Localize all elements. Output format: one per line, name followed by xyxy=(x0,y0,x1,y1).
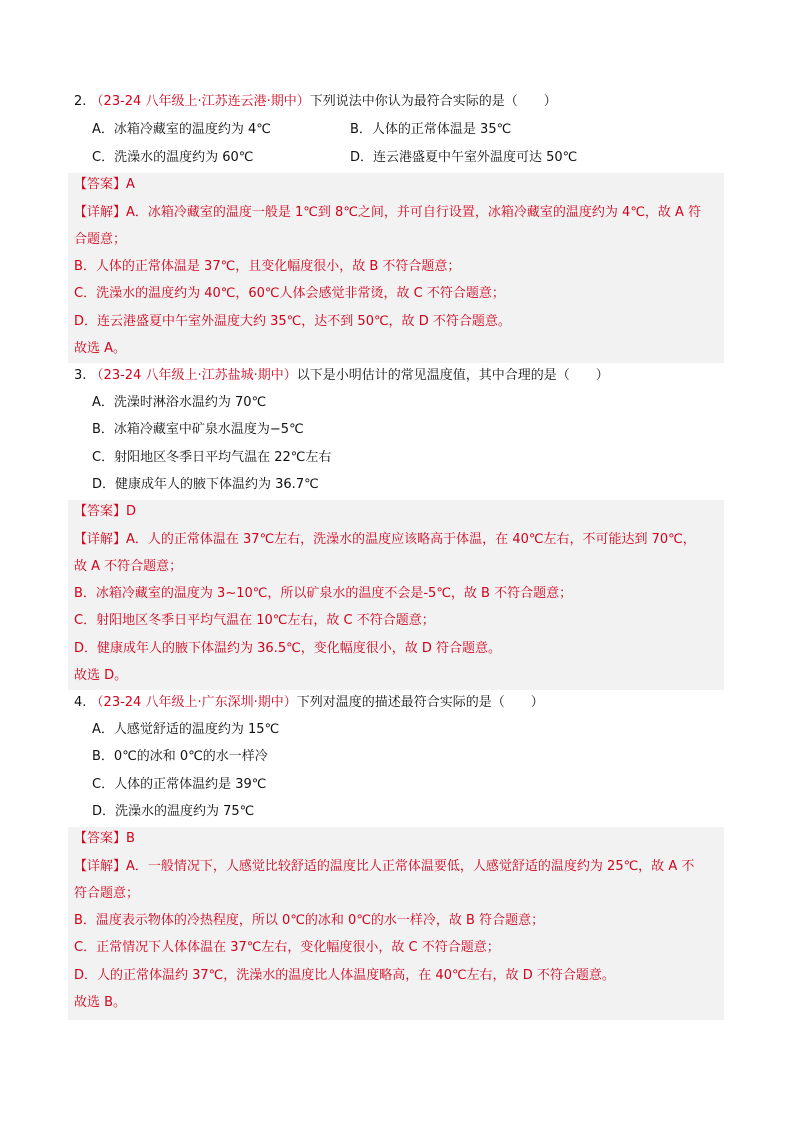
detail-tag: 【详解】 xyxy=(74,532,127,547)
detail-line xyxy=(74,858,694,876)
detail-text: B．冰箱冷藏室的温度为 3~10℃，所以矿泉水的温度不会是-5℃，故 B 不符合题意； xyxy=(74,586,573,601)
question-stem: 下列对温度的描述最符合实际的是（ ） xyxy=(296,695,544,710)
answer-tag: 【答案】 xyxy=(74,504,127,519)
detail-text: 符合题意； xyxy=(74,886,140,901)
detail-tag: 【详解】 xyxy=(74,859,127,874)
question-source: （23-24 八年级上·广东深圳·期中） xyxy=(90,695,297,710)
detail-text: C．射阳地区冬季日平均气温在 10℃左右，故 C 不符合题意； xyxy=(74,613,435,628)
detail-text: D．连云港盛夏中午室外温度大约 35℃，达不到 50℃，故 D 不符合题意。 xyxy=(74,314,511,329)
conclusion-text: 故选 B。 xyxy=(74,995,127,1010)
detail-text: 合题意； xyxy=(74,232,127,247)
detail-text: A．冰箱冷藏室的温度一般是 1℃到 8℃之间，并可自行设置，冰箱冷藏室的温度约为 4℃，故 A 符 xyxy=(126,205,702,220)
detail-line xyxy=(74,204,701,222)
detail-text: B．温度表示物体的冷热程度，所以 0℃的冰和 0℃的水一样冷，故 B 符合题意； xyxy=(74,913,545,928)
detail-text: 故 A 不符合题意； xyxy=(74,559,183,574)
question-stem: 下列说法中你认为最符合实际的是（ ） xyxy=(309,94,557,109)
option-b: B．人体的正常体温是 35℃ xyxy=(350,122,512,137)
answer-value: A xyxy=(126,177,135,192)
answer-line xyxy=(74,503,136,521)
option-c: C．射阳地区冬季日平均气温在 22℃左右 xyxy=(92,450,332,465)
question-number: 2. xyxy=(74,94,87,109)
option-d: D．连云港盛夏中午室外温度可达 50℃ xyxy=(350,150,578,165)
answer-value: B xyxy=(126,831,135,846)
detail-line xyxy=(74,531,696,549)
question-number: 4. xyxy=(74,695,87,710)
option-a: A．冰箱冷藏室的温度约为 4℃ xyxy=(92,122,271,137)
option-b: B．0℃的冰和 0℃的水一样冷 xyxy=(92,749,268,764)
detail-text: C．正常情况下人体体温在 37℃左右，变化幅度很小，故 C 不符合题意； xyxy=(74,940,500,955)
option-b: B．冰箱冷藏室中矿泉水温度为−5℃ xyxy=(92,422,304,437)
option-d: D．健康成年人的腋下体温约为 36.7℃ xyxy=(92,477,319,492)
detail-tag: 【详解】 xyxy=(74,205,127,220)
conclusion-text: 故选 D。 xyxy=(74,668,128,683)
conclusion-text: 故选 A。 xyxy=(74,341,127,356)
option-a: A．人感觉舒适的温度约为 15℃ xyxy=(92,722,280,737)
option-d: D．洗澡水的温度约为 75℃ xyxy=(92,804,255,819)
answer-line xyxy=(74,830,135,848)
answer-tag: 【答案】 xyxy=(74,831,127,846)
detail-text: B．人体的正常体温是 37℃，且变化幅度很小，故 B 不符合题意； xyxy=(74,259,461,274)
question-stem: 以下是小明估计的常见温度值，其中合理的是（ ） xyxy=(296,368,609,383)
question-2-header xyxy=(74,93,557,111)
detail-text: A．一般情况下，人感觉比较舒适的温度比人正常体温要低，人感觉舒适的温度约为 25℃，故 A 不 xyxy=(126,859,695,874)
option-c: C．人体的正常体温约是 39℃ xyxy=(92,777,267,792)
question-4-header xyxy=(74,694,544,712)
question-number: 3. xyxy=(74,368,87,383)
detail-text: D．健康成年人的腋下体温约为 36.5℃，变化幅度很小，故 D 符合题意。 xyxy=(74,641,501,656)
detail-text: A．人的正常体温在 37℃左右，洗澡水的温度应该略高于体温，在 40℃左右，不可能达到 70℃， xyxy=(126,532,696,547)
answer-value: D xyxy=(126,504,137,519)
question-source: （23-24 八年级上·江苏连云港·期中） xyxy=(90,94,310,109)
question-source: （23-24 八年级上·江苏盐城·期中） xyxy=(90,368,297,383)
detail-text: C．洗澡水的温度约为 40℃，60℃人体会感觉非常烫，故 C 不符合题意； xyxy=(74,286,505,301)
option-c: C．洗澡水的温度约为 60℃ xyxy=(92,150,254,165)
option-a: A．洗澡时淋浴水温约为 70℃ xyxy=(92,395,267,410)
detail-text: D．人的正常体温约 37℃，洗澡水的温度比人体温度略高，在 40℃左右，故 D 不符合题意。 xyxy=(74,968,615,983)
question-3-header xyxy=(74,367,609,385)
answer-line xyxy=(74,176,135,194)
answer-tag: 【答案】 xyxy=(74,177,127,192)
